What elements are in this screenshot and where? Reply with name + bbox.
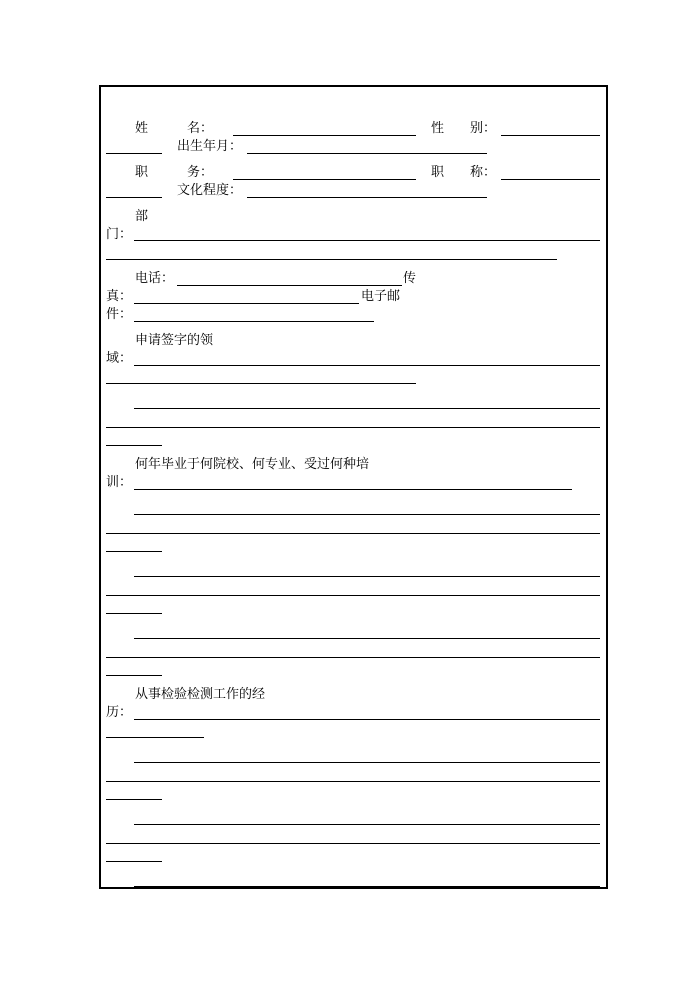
experience-line-3[interactable] (134, 762, 600, 763)
position-label: 职 务： (135, 165, 214, 180)
dept-field[interactable] (134, 240, 600, 241)
edu-history-line-1[interactable] (134, 489, 572, 490)
fax-label-part1: 传 (403, 271, 417, 286)
dept-label-part2: 门： (106, 227, 133, 242)
experience-line-1[interactable] (134, 719, 600, 720)
experience-line-6[interactable] (134, 824, 600, 825)
field-line-3[interactable] (134, 408, 600, 409)
form-border (99, 85, 608, 889)
experience-line-8[interactable] (106, 861, 162, 862)
experience-label-part2: 历： (106, 705, 133, 720)
edu-history-line-7[interactable] (106, 613, 162, 614)
experience-line-5[interactable] (106, 799, 162, 800)
experience-line-7[interactable] (106, 843, 600, 844)
edu-history-label-part1: 何年毕业于何院校、何专业、受过何种培 (135, 457, 370, 472)
title-field-continued[interactable] (106, 197, 162, 198)
edu-history-line-3[interactable] (106, 533, 600, 534)
birth-label: 出生年月： (177, 139, 243, 154)
email-field[interactable] (134, 321, 374, 322)
edu-history-line-6[interactable] (106, 595, 600, 596)
name-field[interactable] (233, 135, 416, 136)
edu-history-line-4[interactable] (106, 551, 162, 552)
edu-history-line-10[interactable] (106, 675, 162, 676)
experience-line-2[interactable] (106, 737, 204, 738)
experience-line-4[interactable] (106, 781, 600, 782)
dept-field-continued[interactable] (106, 259, 557, 260)
position-field[interactable] (233, 179, 416, 180)
fax-label-part2: 真： (106, 289, 133, 304)
field-line-4[interactable] (106, 427, 600, 428)
name-label: 姓 名： (135, 121, 214, 136)
education-label: 文化程度： (177, 183, 243, 198)
field-line-5[interactable] (106, 445, 162, 446)
title-field[interactable] (501, 179, 600, 180)
fax-field[interactable] (134, 303, 359, 304)
gender-label: 性 别： (431, 121, 497, 136)
phone-label: 电话： (135, 271, 175, 286)
edu-history-line-9[interactable] (106, 657, 600, 658)
experience-line-9[interactable] (134, 886, 600, 887)
email-label-part1: 电子邮 (361, 289, 401, 304)
edu-history-line-8[interactable] (134, 638, 600, 639)
field-label-part1: 申请签字的领 (135, 333, 214, 348)
field-label-part2: 域： (106, 351, 133, 366)
edu-history-line-5[interactable] (134, 576, 600, 577)
gender-field-continued[interactable] (106, 153, 162, 154)
edu-history-line-2[interactable] (134, 514, 600, 515)
title-label: 职 称： (431, 165, 497, 180)
gender-field[interactable] (501, 135, 600, 136)
education-field[interactable] (247, 197, 487, 198)
birth-field[interactable] (247, 153, 487, 154)
edu-history-label-part2: 训： (106, 475, 133, 490)
experience-label-part1: 从事检验检测工作的经 (135, 687, 266, 702)
field-line-2[interactable] (106, 383, 416, 384)
phone-field[interactable] (177, 285, 402, 286)
email-label-part2: 件： (106, 307, 133, 322)
field-line-1[interactable] (134, 365, 600, 366)
dept-label-part1: 部 (135, 209, 149, 224)
